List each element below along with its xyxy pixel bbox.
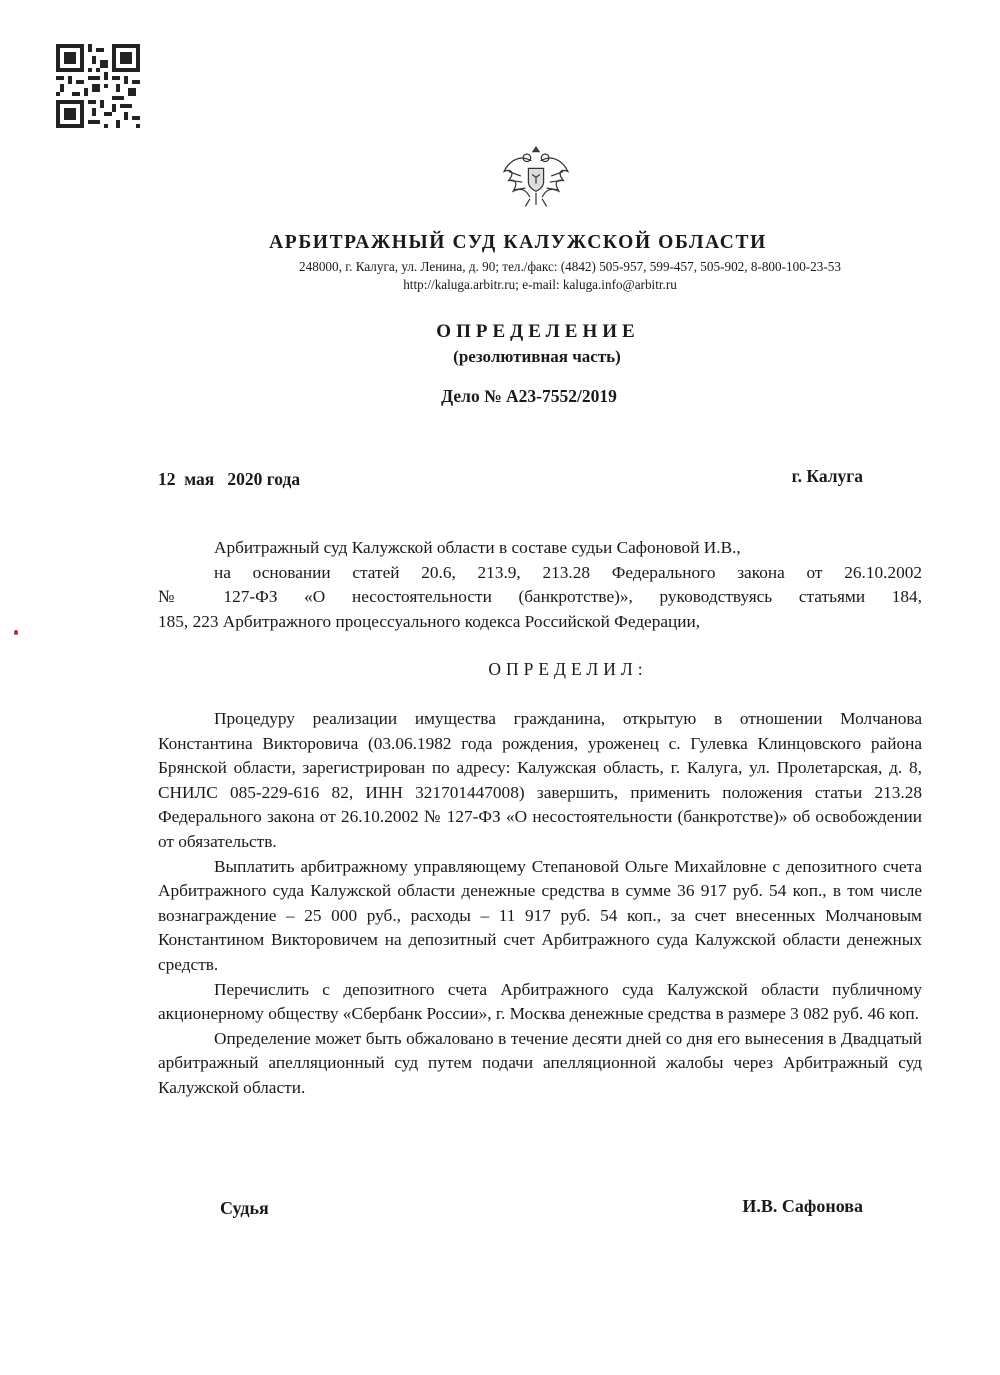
signature-title: Судья	[220, 1198, 269, 1218]
intro-block	[158, 536, 922, 634]
document-subtitle: (резолютивная часть)	[453, 347, 621, 366]
case-number: Дело № А23-7552/2019	[441, 386, 617, 406]
signature-name: И.В. Сафонова	[742, 1196, 863, 1216]
document-city: г. Калуга	[791, 466, 863, 486]
court-name: АРБИТРАЖНЫЙ СУД КАЛУЖСКОЙ ОБЛАСТИ	[269, 232, 767, 253]
scan-speck	[14, 630, 18, 635]
decision-paragraph: Перечислить с депозитного счета Арбитражного суда Калужской области публичному акционерному обществу «Сбербанк России», г. Москва денежные средства в размере 3 082 руб. 46 коп.	[158, 979, 922, 1024]
court-address: 248000, г. Калуга, ул. Ленина, д. 90; тел./факс: (4842) 505-957, 599-457, 505-902, 8-800-100-23-53	[299, 259, 841, 274]
intro-line: 185, 223 Арбитражного процессуального кодекса Российской Федерации,	[158, 611, 701, 631]
intro-line: Арбитражный суд Калужской области в составе судьи Сафоновой И.В.,	[214, 538, 741, 557]
decision-heading: ОПРЕДЕЛИЛ:	[488, 659, 648, 679]
decision-paragraph: Выплатить арбитражному управляющему Степановой Ольге Михайловне с депозитного счета Арбитражного суда Калужской области денежные средства в сумме 36 917 руб. 54 коп., в том числе вознаграждение – 25 000 руб., расходы – 11 917 руб. 54 коп., за счет внесенных Молчановым Константином Викторовичем на депозитный счет Арбитражного суда Калужской области денежных средств.	[158, 856, 922, 974]
intro-line: № 127-ФЗ «О несостоятельности (банкротстве)», руководствуясь статьями 184,	[158, 587, 922, 607]
coat-of-arms-emblem	[498, 138, 574, 214]
court-website: http://kaluga.arbitr.ru; e-mail: kaluga.info@arbitr.ru	[403, 277, 677, 292]
decision-body	[158, 707, 922, 1101]
intro-line: на основании статей 20.6, 213.9, 213.28 Федерального закона от 26.10.2002	[214, 562, 922, 582]
decision-paragraph: Процедуру реализации имущества гражданина, открытую в отношении Молчанова Константина Викторовича (03.06.1982 года рождения, уроженец с. Гулевка Клинцовского района Брянской области, зарегистрирован по адресу: Калужская область, г. Калуга, ул. Пролетарская, д. 8, СНИЛС 085-229-616 82, ИНН 321701447008) завершить, применить положения статьи 213.28 Федерального закона от 26.10.2002 № 127-ФЗ «О несостоятельности (банкротстве)» об освобождении от обязательств.	[158, 709, 922, 851]
qr-code-icon	[56, 44, 140, 128]
document-title: ОПРЕДЕЛЕНИЕ	[436, 321, 640, 342]
decision-paragraph: Определение может быть обжаловано в течение десяти дней со дня его вынесения в Двадцатый арбитражный апелляционный суд путем подачи апелляционной жалобы через Арбитражный суд Калужской области.	[158, 1028, 922, 1097]
document-date: 12 мая 2020 года	[158, 469, 301, 489]
